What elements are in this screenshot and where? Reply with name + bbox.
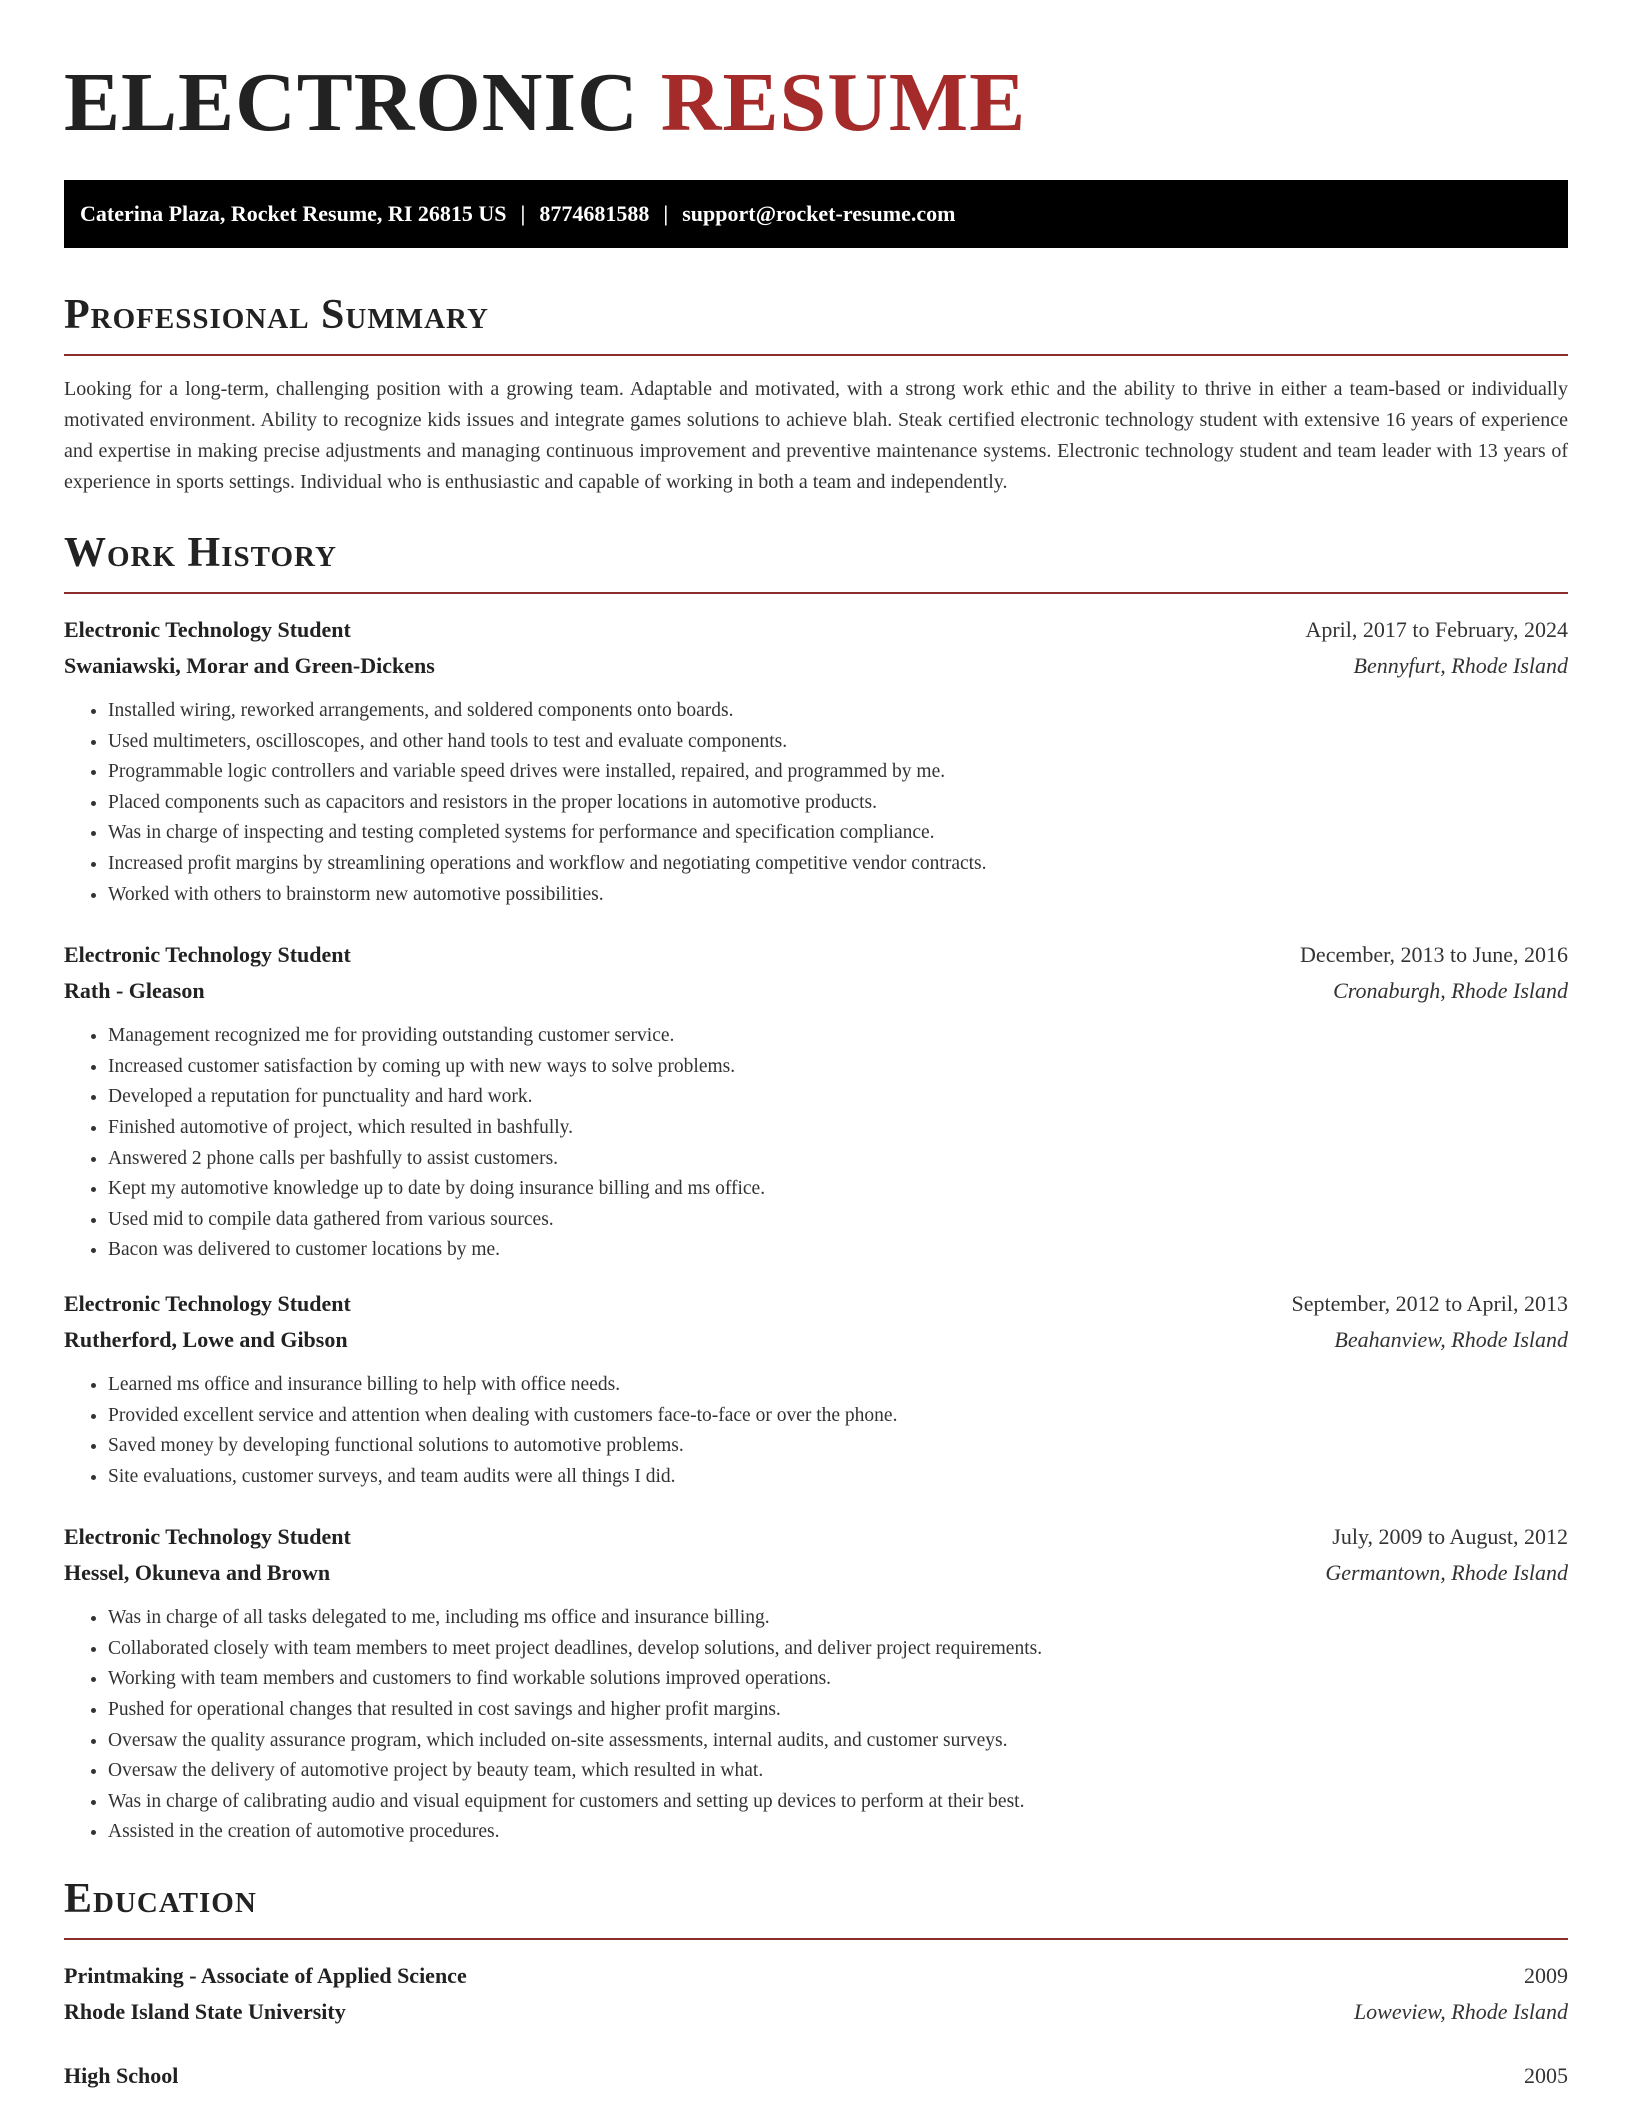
- job-bullets: [64, 1603, 1568, 1848]
- education-entry: [64, 1958, 1568, 2030]
- job-bullet: • Oversaw the delivery of automotive project by beauty team, which resulted in what.: [108, 1756, 1568, 1787]
- job-bullet: • Finished automotive of project, which resulted in bashfully.: [108, 1113, 1568, 1144]
- job-bullet: • Kept my automotive knowledge up to date by doing insurance billing and ms office.: [108, 1174, 1568, 1205]
- education-entry: [64, 2058, 1568, 2094]
- job-title: Electronic Technology Student: [64, 942, 351, 968]
- work-history-section: [64, 528, 1568, 1848]
- job-header: [64, 1519, 1568, 1555]
- education-subheader: [64, 1994, 1568, 2030]
- job-subheader: [64, 1555, 1568, 1591]
- job-subheader: [64, 648, 1568, 684]
- section-divider: [64, 1938, 1568, 1940]
- job-bullet: • Pushed for operational changes that resulted in cost savings and higher profit margins.: [108, 1695, 1568, 1726]
- job-dates: December, 2013 to June, 2016: [1300, 942, 1568, 968]
- job-location: Cronaburgh, Rhode Island: [1333, 978, 1568, 1004]
- job-bullet: • Worked with others to brainstorm new automotive possibilities.: [108, 880, 1568, 911]
- job-subheader: [64, 973, 1568, 1009]
- education-header: [64, 2058, 1568, 2094]
- job-bullet: • Was in charge of inspecting and testing completed systems for performance and specification compliance.: [108, 818, 1568, 849]
- education-degree: Printmaking - Associate of Applied Science: [64, 1963, 467, 1989]
- job-subheader: [64, 1322, 1568, 1358]
- education-section: [64, 1874, 1568, 2094]
- resume-page: [64, 0, 1568, 2094]
- job-entry: [64, 1519, 1568, 1848]
- job-bullet: • Site evaluations, customer surveys, and team audits were all things I did.: [108, 1462, 1568, 1493]
- title-part-1: ELECTRONIC: [64, 56, 639, 149]
- job-header: [64, 937, 1568, 973]
- job-bullet: • Installed wiring, reworked arrangements, and soldered components onto boards.: [108, 696, 1568, 727]
- job-bullet: • Placed components such as capacitors and resistors in the proper locations in automotive products.: [108, 788, 1568, 819]
- job-bullet: • Was in charge of calibrating audio and visual equipment for customers and setting up devices to perform at their best.: [108, 1787, 1568, 1818]
- job-entry: [64, 612, 1568, 910]
- job-location: Beahanview, Rhode Island: [1334, 1326, 1568, 1352]
- job-bullet: • Bacon was delivered to customer locations by me.: [108, 1235, 1568, 1266]
- job-bullet: • Used multimeters, oscilloscopes, and other hand tools to test and evaluate components.: [108, 727, 1568, 758]
- job-company: Rutherford, Lowe and Gibson: [64, 1326, 348, 1352]
- section-divider: [64, 354, 1568, 356]
- title-part-2: RESUME: [660, 56, 1027, 149]
- job-bullet: • Provided excellent service and attention when dealing with customers face-to-face or over the phone.: [108, 1401, 1568, 1432]
- education-header: [64, 1958, 1568, 1994]
- job-entry: [64, 1286, 1568, 1492]
- job-bullet: • Saved money by developing functional solutions to automotive problems.: [108, 1431, 1568, 1462]
- education-year: 2009: [1524, 1963, 1568, 1989]
- job-bullet: • Developed a reputation for punctuality and hard work.: [108, 1082, 1568, 1113]
- contact-separator: |: [520, 201, 526, 226]
- job-bullet: • Collaborated closely with team members to meet project deadlines, develop solutions, and deliver project requirements.: [108, 1634, 1568, 1665]
- job-header: [64, 1286, 1568, 1322]
- job-header: [64, 612, 1568, 648]
- job-bullets: [64, 1370, 1568, 1492]
- job-bullet: • Assisted in the creation of automotive procedures.: [108, 1817, 1568, 1848]
- summary-text: Looking for a long-term, challenging position with a growing team. Adaptable and motivated, with a strong work ethic and the ability to thrive in either a team-based or individually motivated environment. Ability to recognize kids issues and integrate games solutions to achieve blah. Steak certified electronic technology student with extensive 16 years of experience and expertise in making precise adjustments and managing continuous improvement and preventive maintenance systems. Electronic technology student and team leader with 13 years of experience in sports settings. Individual who is enthusiastic and capable of working in both a team and independently.: [64, 378, 1568, 493]
- job-company: Hessel, Okuneva and Brown: [64, 1560, 331, 1586]
- contact-phone: 8774681588: [539, 201, 650, 226]
- work-history-heading: Work History: [64, 530, 337, 576]
- job-bullet: • Oversaw the quality assurance program, which included on-site assessments, internal audits, and customer surveys.: [108, 1726, 1568, 1757]
- job-bullet: • Answered 2 phone calls per bashfully to assist customers.: [108, 1144, 1568, 1175]
- education-year: 2005: [1524, 2063, 1568, 2089]
- job-location: Germantown, Rhode Island: [1325, 1560, 1568, 1586]
- job-bullet: • Working with team members and customers to find workable solutions improved operations.: [108, 1664, 1568, 1695]
- education-location: Loweview, Rhode Island: [1353, 1999, 1568, 2025]
- job-dates: July, 2009 to August, 2012: [1332, 1524, 1568, 1550]
- education-heading: Education: [64, 1876, 257, 1923]
- job-bullet: • Programmable logic controllers and variable speed drives were installed, repaired, and programmed by me.: [108, 757, 1568, 788]
- contact-email[interactable]: support@rocket-resume.com: [682, 201, 956, 226]
- education-school: Rhode Island State University: [64, 1999, 346, 2025]
- job-bullet: • Increased customer satisfaction by coming up with new ways to solve problems.: [108, 1052, 1568, 1083]
- job-entry: [64, 937, 1568, 1266]
- summary-heading: Professional Summary: [64, 292, 489, 338]
- contact-address: Caterina Plaza, Rocket Resume, RI 26815 US: [80, 201, 507, 226]
- job-dates: April, 2017 to February, 2024: [1305, 617, 1568, 642]
- summary-section: [64, 290, 1568, 498]
- education-degree: High School: [64, 2063, 179, 2089]
- job-title: Electronic Technology Student: [64, 1524, 351, 1550]
- resume-title: [64, 0, 1568, 151]
- job-title: Electronic Technology Student: [64, 1290, 351, 1316]
- job-location: Bennyfurt, Rhode Island: [1353, 653, 1568, 678]
- contact-bar: [64, 180, 1568, 248]
- job-bullet: • Increased profit margins by streamlining operations and workflow and negotiating competitive vendor contracts.: [108, 849, 1568, 880]
- job-bullet: • Management recognized me for providing outstanding customer service.: [108, 1021, 1568, 1052]
- job-company: Rath - Gleason: [64, 978, 205, 1004]
- job-bullet: • Learned ms office and insurance billing to help with office needs.: [108, 1370, 1568, 1401]
- job-company: Swaniawski, Morar and Green-Dickens: [64, 653, 435, 678]
- contact-separator: |: [663, 201, 669, 226]
- job-dates: September, 2012 to April, 2013: [1291, 1290, 1568, 1316]
- job-title: Electronic Technology Student: [64, 617, 351, 642]
- section-divider: [64, 592, 1568, 594]
- job-bullet: • Was in charge of all tasks delegated to me, including ms office and insurance billing.: [108, 1603, 1568, 1634]
- job-bullet: • Used mid to compile data gathered from various sources.: [108, 1205, 1568, 1236]
- job-bullets: [64, 696, 1568, 910]
- job-bullets: [64, 1021, 1568, 1266]
